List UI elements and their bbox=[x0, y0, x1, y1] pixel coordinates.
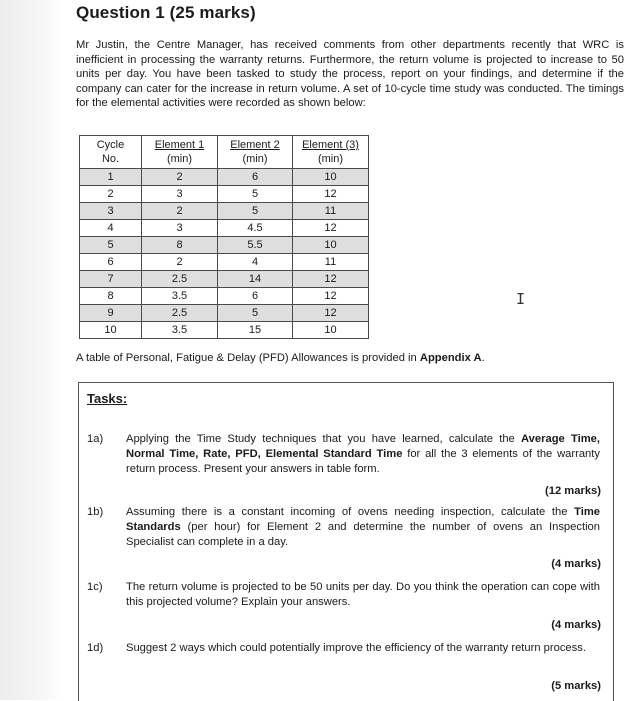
task-text: Assuming there is a constant incoming of ovens needing inspection, calculate the Time Standards (per hour) for Element 2 and determine the number of ovens an Inspection Specialist can complete in a day. bbox=[126, 506, 600, 548]
cell-element-3: 10 bbox=[293, 237, 369, 254]
task-number: 1b) bbox=[87, 506, 104, 518]
cell-cycle: 1 bbox=[80, 169, 142, 186]
table-row bbox=[80, 322, 369, 339]
cell-element-1: 2 bbox=[142, 254, 218, 271]
cell-element-2: 5 bbox=[218, 203, 293, 220]
cell-element-3: 10 bbox=[293, 169, 369, 186]
header-element-1: Element 1 (min) bbox=[142, 136, 218, 169]
table-header-row bbox=[80, 136, 369, 169]
time-study-table bbox=[79, 135, 369, 339]
table-row bbox=[80, 271, 369, 288]
tasks-box bbox=[78, 382, 614, 701]
table-row bbox=[80, 203, 369, 220]
cell-element-3: 12 bbox=[293, 220, 369, 237]
document-page bbox=[76, 0, 626, 700]
cell-element-2: 6 bbox=[218, 288, 293, 305]
cell-cycle: 9 bbox=[80, 305, 142, 322]
cell-cycle: 8 bbox=[80, 288, 142, 305]
cell-element-1: 3 bbox=[142, 220, 218, 237]
cell-element-2: 14 bbox=[218, 271, 293, 288]
header-element-2: Element 2 (min) bbox=[218, 136, 293, 169]
task-number: 1c) bbox=[87, 581, 103, 593]
cell-element-3: 11 bbox=[293, 203, 369, 220]
question-title: Question 1 (25 marks) bbox=[76, 3, 256, 22]
table-row bbox=[80, 169, 369, 186]
task-number: 1a) bbox=[87, 433, 104, 445]
header-element-3: Element (3) (min) bbox=[293, 136, 369, 169]
cell-element-2: 5.5 bbox=[218, 237, 293, 254]
header-cycle: Cycle No. bbox=[80, 136, 142, 169]
task-text: Applying the Time Study techniques that you have learned, calculate the Average Time, Normal Time, Rate, PFD, Elemental Standard Time for all the 3 elements of the warranty return process. Present your answers in table form. bbox=[126, 433, 600, 475]
text-cursor-icon: I bbox=[516, 290, 526, 308]
task-number: 1d) bbox=[87, 642, 104, 654]
cell-element-1: 2 bbox=[142, 169, 218, 186]
appendix-reference: Appendix A bbox=[419, 352, 482, 364]
cell-element-1: 8 bbox=[142, 237, 218, 254]
appendix-note: A table of Personal, Fatigue & Delay (PFD) Allowances is provided in Appendix A. bbox=[76, 352, 485, 364]
cell-element-3: 10 bbox=[293, 322, 369, 339]
cell-cycle: 2 bbox=[80, 186, 142, 203]
table-row bbox=[80, 237, 369, 254]
table-row bbox=[80, 220, 369, 237]
cell-cycle: 3 bbox=[80, 203, 142, 220]
cell-element-1: 3.5 bbox=[142, 288, 218, 305]
table-row bbox=[80, 254, 369, 271]
cell-element-3: 12 bbox=[293, 305, 369, 322]
table-row bbox=[80, 305, 369, 322]
cell-cycle: 6 bbox=[80, 254, 142, 271]
cell-element-1: 3 bbox=[142, 186, 218, 203]
cell-element-3: 12 bbox=[293, 288, 369, 305]
cell-element-2: 5 bbox=[218, 305, 293, 322]
cell-element-3: 11 bbox=[293, 254, 369, 271]
task-text: The return volume is projected to be 50 units per day. Do you think the operation can cope with this projected volume? Explain your answers. bbox=[126, 581, 600, 608]
cell-element-1: 2.5 bbox=[142, 271, 218, 288]
task-marks: (4 marks) bbox=[551, 619, 601, 631]
tasks-heading: Tasks: bbox=[87, 391, 128, 406]
cell-element-2: 15 bbox=[218, 322, 293, 339]
cell-element-2: 5 bbox=[218, 186, 293, 203]
cell-element-1: 3.5 bbox=[142, 322, 218, 339]
table-row bbox=[80, 288, 369, 305]
cell-element-3: 12 bbox=[293, 186, 369, 203]
cell-cycle: 7 bbox=[80, 271, 142, 288]
table-row bbox=[80, 186, 369, 203]
cell-element-1: 2.5 bbox=[142, 305, 218, 322]
cell-cycle: 5 bbox=[80, 237, 142, 254]
cell-element-2: 4.5 bbox=[218, 220, 293, 237]
cell-element-2: 6 bbox=[218, 169, 293, 186]
cell-element-3: 12 bbox=[293, 271, 369, 288]
task-text: Suggest 2 ways which could potentially improve the efficiency of the warranty return process. bbox=[126, 642, 586, 654]
task-marks: (5 marks) bbox=[551, 680, 601, 692]
intro-paragraph: Mr Justin, the Centre Manager, has received comments from other departments recently that WRC is inefficient in processing the warranty returns. Furthermore, the return volume is projected to increase to 50 units per day. You have been tasked to study the process, report on your findings, and determine if the company can cater for the increase in return volume. A set of 10-cycle time study was conducted. The timings for the elemental activities were recorded as shown below: bbox=[76, 39, 624, 110]
cell-cycle: 10 bbox=[80, 322, 142, 339]
task-marks: (4 marks) bbox=[551, 558, 601, 570]
cell-element-2: 4 bbox=[218, 254, 293, 271]
cell-cycle: 4 bbox=[80, 220, 142, 237]
task-marks: (12 marks) bbox=[545, 485, 601, 497]
cell-element-1: 2 bbox=[142, 203, 218, 220]
page-shadow bbox=[0, 0, 62, 700]
